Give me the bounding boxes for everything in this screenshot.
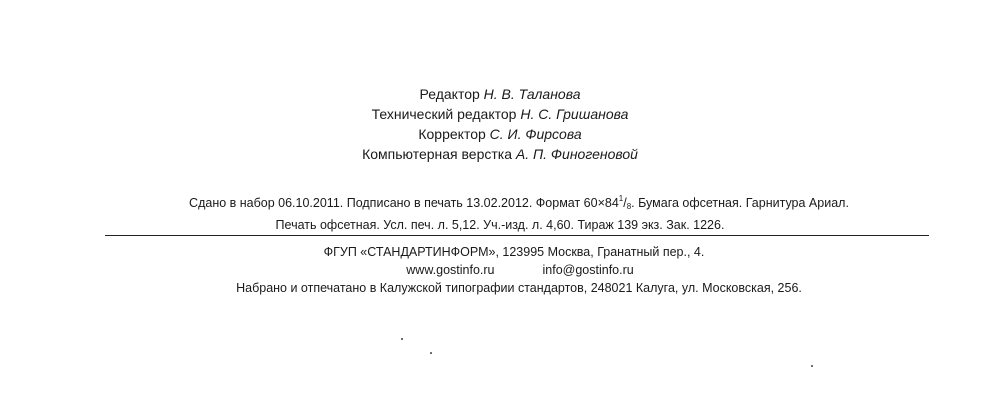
- horizontal-rule: [105, 235, 929, 236]
- website-link[interactable]: www.gostinfo.ru: [406, 263, 495, 277]
- credit-role: Редактор: [419, 86, 480, 102]
- credit-person: Н. В. Таланова: [483, 86, 581, 102]
- format-fraction-denominator: 8: [626, 202, 632, 211]
- email-link[interactable]: info@gostinfo.ru: [542, 263, 634, 277]
- scan-speck: [401, 338, 403, 340]
- scan-speck: [430, 352, 432, 354]
- credit-person: Н. С. Гришанова: [520, 106, 629, 122]
- printer-info: Набрано и отпечатано в Калужской типографии стандартов, 248021 Калуга, ул. Московская, 256.: [236, 281, 802, 295]
- credit-person: А. П. Финогеновой: [515, 146, 638, 162]
- print-details-text: Сдано в набор 06.10.2011. Подписано в печать 13.02.2012. Формат 60×84: [189, 196, 619, 210]
- credit-role: Технический редактор: [371, 106, 517, 122]
- credit-technical-editor: [0, 104, 1000, 124]
- credits-block: [0, 84, 1000, 164]
- scan-speck: [811, 365, 813, 367]
- credit-role: Корректор: [418, 126, 486, 142]
- credit-layout: [0, 144, 1000, 164]
- credit-editor: [0, 84, 1000, 104]
- print-details-line-1: [0, 190, 1000, 216]
- credit-proofreader: [0, 124, 1000, 144]
- publisher-address: ФГУП «СТАНДАРТИНФОРМ», 123995 Москва, Гранатный пер., 4.: [323, 245, 705, 259]
- format-fraction-slash: /: [623, 196, 627, 210]
- print-details-line-2: Печать офсетная. Усл. печ. л. 5,12. Уч.-изд. л. 4,60. Тираж 139 экз. Зак. 1226.: [275, 218, 725, 232]
- credit-role: Компьютерная верстка: [362, 146, 512, 162]
- credit-person: С. И. Фирсова: [489, 126, 582, 142]
- publisher-block: [0, 243, 1000, 297]
- print-details-text: . Бумага офсетная. Гарнитура Ариал.: [631, 196, 849, 210]
- format-fraction-numerator: 1: [618, 194, 624, 203]
- print-details: [0, 190, 1000, 234]
- publisher-contacts: [0, 261, 1000, 279]
